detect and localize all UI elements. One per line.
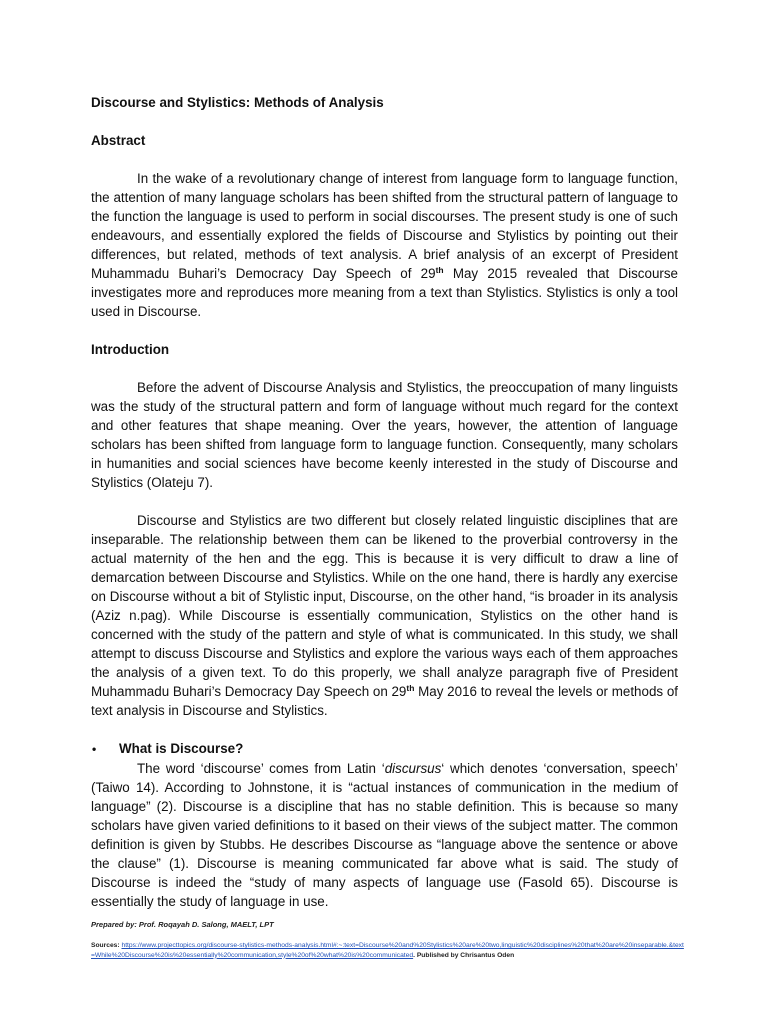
published-by: . Published by Chrisantus Oden	[413, 951, 515, 959]
latin-term: discursus	[384, 761, 442, 776]
ordinal-suffix: th	[406, 683, 415, 693]
discourse-text-part1: The word ‘discourse’ comes from Latin ‘	[137, 761, 385, 776]
sources-link[interactable]: https://www.projecttopics.org/discourse-stylistics-methods-analysis.html#:~:text=Discourse%20and%20Stylistics%20are%20two,linguistic%20disciplines%20that%20are%20inseparable.&text=While%20Discourse%20is%20essentially%20communication,style%20of%20what%20is%20communicated	[91, 942, 684, 959]
discourse-section-heading	[91, 739, 678, 759]
sources-label: Sources:	[91, 942, 122, 949]
introduction-paragraph-2	[91, 511, 678, 720]
discourse-heading: What is Discourse?	[119, 741, 244, 756]
abstract-heading: Abstract	[91, 133, 146, 148]
prepared-by-note: Prepared by: Prof. Roqayah D. Salong, MAELT, LPT	[91, 920, 274, 929]
sources-note	[91, 941, 686, 960]
discourse-paragraph	[91, 759, 678, 911]
discourse-text-part2: ‘ which denotes ‘conversation, speech’ (Taiwo 14). According to Johnstone, it is “actual instances of communication in the medium of language” (2). Discourse is a discipline that has no stable definition. This is because so many scholars have given varied definitions to it based on their views of the subject matter. The common definition is given by Stubbs. He describes Discourse as “language above the sentence or above the clause” (1). Discourse is meaning communicated far above what is said. The study of Discourse is indeed the “study of many aspects of language use (Fasold 65). Discourse is essentially the study of language in use.	[91, 761, 678, 909]
abstract-paragraph	[91, 169, 678, 321]
document-title: Discourse and Stylistics: Methods of Analysis	[91, 95, 384, 110]
introduction-p2-part1: Discourse and Stylistics are two different but closely related linguistic disciplines that are inseparable. The relationship between them can be likened to the proverbial controversy in the actual maternity of the hen and the egg. This is because it is very difficult to draw a line of demarcation between Discourse and Stylistics. While on the one hand, there is hardly any exercise on Discourse without a bit of Stylistic input, Discourse, on the other hand, “is broader in its analysis (Aziz n.pag). While Discourse is essentially communication, Stylistics on the other hand is concerned with the study of the pattern and style of what is communicated. In this study, we shall attempt to discuss Discourse and Stylistics and explore the various ways each of them approaches the analysis of a given text. To do this properly, we shall analyze paragraph five of President Muhammadu Buhari’s Democracy Day Speech on 29	[91, 513, 678, 699]
document-body	[91, 93, 678, 911]
ordinal-suffix: th	[435, 265, 444, 275]
introduction-p2-part2: May 2016 to reveal the levels or methods of text analysis in Discourse and Stylistics.	[91, 684, 678, 718]
abstract-text-part2: May 2015 revealed that Discourse investigates more and reproduces more meaning from a text than Stylistics. Stylistics is only a tool used in Discourse.	[91, 266, 679, 319]
bullet-point: •	[92, 742, 97, 756]
abstract-text-part1: In the wake of a revolutionary change of interest from language form to language function, the attention of many language scholars has been shifted from the structural pattern of language to the function the language is used to perform in social discourses. The present study is one of such endeavours, and essentially explored the fields of Discourse and Stylistics by pointing out their differences, but related, methods of text analysis. A brief analysis of an excerpt of President Muhammadu Buhari’s Democracy Day Speech of 29	[91, 171, 678, 281]
introduction-heading: Introduction	[91, 342, 170, 357]
introduction-paragraph-1: Before the advent of Discourse Analysis and Stylistics, the preoccupation of many linguists was the study of the structural pattern and form of language without much regard for the context and other features that shape meaning. Over the years, however, the attention of language scholars has been shifted from language form to language function. Consequently, many scholars in humanities and social sciences have become keenly interested in the study of Discourse and Stylistics (Olateju 7).	[91, 380, 678, 490]
